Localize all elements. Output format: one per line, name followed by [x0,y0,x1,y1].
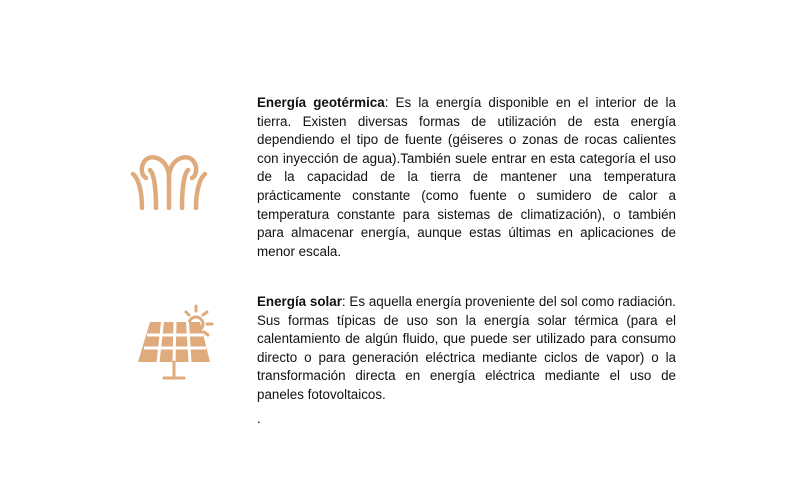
solar-title: Energía solar [257,294,342,309]
solar-body: : Es aquella energía proveniente del sol como radiación. Sus formas típicas de uso son la energía solar térmica (para el calentamiento de algún fluido, que puede ser utilizado para consumo directo o para generación eléctrica mediante ciclos de vapor) o la transformación directa en energía eléctrica mediante el uso de paneles fotovoltaicos. [257,294,676,402]
solar-panel-icon [132,302,216,382]
trailing-period: . [257,411,261,426]
geothermal-body: : Es la energía disponible en el interior de la tierra. Existen diversas formas de utilización de esta energía dependiendo el tipo de fuente (géiseres o zonas de rocas calientes con inyección de agua).También suele entrar en esta categoría el uso de la capacidad de la tierra de mantener una temperatura prácticamente constante (como fuente o sumidero de calor a temperatura constante para sistemas de climatización), o también para almacenar energía, aunque estas últimas en aplicaciones de menor escala. [257,95,676,259]
fountain-icon [130,148,208,210]
solar-paragraph [257,293,676,405]
geothermal-paragraph [257,94,676,261]
geothermal-title: Energía geotérmica [257,95,385,110]
